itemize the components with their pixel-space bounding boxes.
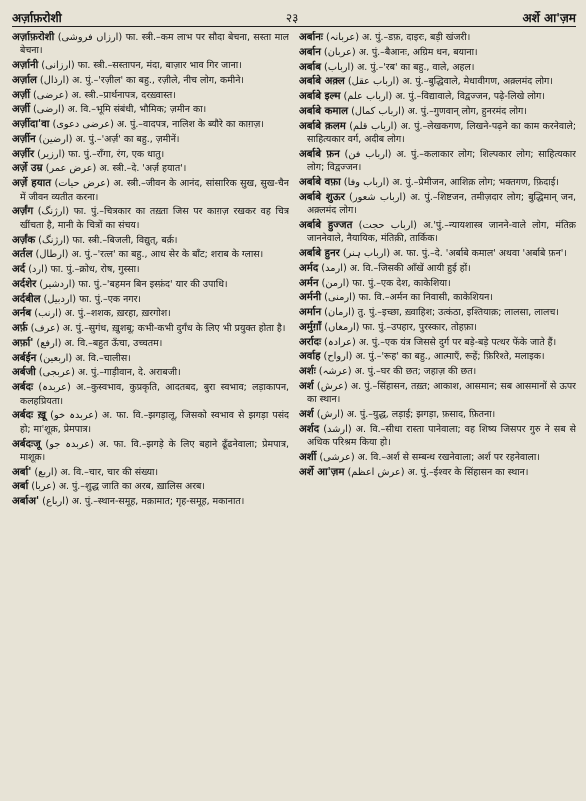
- entry-urdu-spelling: (ارطال): [35, 249, 69, 261]
- entry-headword: अर्मनी: [299, 292, 322, 304]
- entry-urdu-spelling: (عربا): [31, 481, 56, 493]
- entry-definition: फा. पुं.–उपहार, पुरस्कार, तोहफ़ा।: [362, 321, 477, 333]
- entry-urdu-spelling: (عرش اعظم): [347, 466, 405, 478]
- entry-headword: अर्ज़ाल: [12, 74, 37, 86]
- dictionary-entry: [12, 103, 289, 116]
- dictionary-entry: [12, 466, 289, 479]
- entry-definition: अ. पुं.–विद्यावाले, विद्वज्जन, पढ़े-लिखे लोग।: [395, 91, 545, 102]
- entry-definition: अ.–कुस्वभाव, कुप्रकृति, आदतबद, बुरा स्वभाव; लड़ाकापन, कलहप्रियता।: [20, 382, 289, 407]
- entry-headword: अर्शे आ'ज़म: [299, 466, 345, 478]
- dictionary-entry: [12, 89, 289, 102]
- entry-definition: फा. पुं.–'बहमन बिन इस्फ़ंद' यार की उपाधि।: [78, 278, 228, 290]
- entry-urdu-spelling: (عرف): [30, 323, 60, 335]
- dictionary-entry: [12, 148, 289, 161]
- entry-headword: अर्ज़े हयात: [12, 178, 52, 190]
- dictionary-entry: [299, 262, 576, 275]
- entry-definition: अ. पुं.–डफ़, दाइरः, बड़ी खंजरी।: [362, 32, 471, 43]
- entry-headword: अर्रादः: [299, 336, 322, 348]
- entry-headword: अर्फ़ा': [12, 337, 34, 349]
- entry-urdu-spelling: (اردشیر): [39, 278, 76, 290]
- entry-definition: अ. पुं.–गाड़ीवान, दे. अराबजी।: [77, 367, 181, 379]
- dictionary-entry: [12, 177, 289, 204]
- entry-urdu-spelling: (عرضی دعوی): [52, 119, 114, 131]
- dictionary-entry: [12, 307, 289, 320]
- entry-definition: फा. पुं.–राँगा, रंग, एक धातु।: [68, 148, 165, 160]
- entry-urdu-spelling: (ارفع): [36, 337, 62, 349]
- entry-urdu-spelling: (ارمن): [321, 277, 350, 289]
- entry-headword: अर्बाबे वफ़ा: [299, 176, 341, 188]
- dictionary-entry: [12, 381, 289, 408]
- entry-urdu-spelling: (عرضی): [32, 89, 69, 101]
- entry-definition: अ. पुं.–'रूह' का बहु., आत्माएँ, रूहें; फ़िरिश्ते, मलाइक।: [355, 351, 545, 363]
- entry-definition: अ. पुं.–वादपत्र, नालिश के ब्यौरे का काग़ज़।: [116, 119, 264, 131]
- entry-headword: अर्बाबे अक़्ल: [299, 76, 345, 88]
- dictionary-entry: [12, 248, 289, 261]
- entry-headword: अर्बान: [299, 46, 321, 58]
- entry-definition: अ. फा. वि.–झगड़े के लिए बहाने ढूँढनेवाला; प्रेमपात्र, माशूक़।: [20, 438, 289, 463]
- dictionary-entry: [12, 74, 289, 87]
- dictionary-entry: [12, 337, 289, 350]
- dictionary-entry: [299, 75, 576, 88]
- dictionary-entry: [299, 350, 576, 363]
- entry-urdu-spelling: (ارژنگ): [38, 234, 70, 246]
- dictionary-entry: [12, 293, 289, 306]
- entry-definition: अ. पुं.–'रज़ील' का बहु., रज़ीले, नीच लोग, कमीने।: [72, 74, 244, 86]
- dictionary-entry: [12, 263, 289, 276]
- entry-headword: अर्शद: [299, 423, 320, 435]
- dictionary-entry: [299, 451, 576, 464]
- header-right-guideword: अर्शे आ'ज़म: [522, 11, 576, 25]
- entry-definition: फा. पुं.–एक नगर।: [79, 293, 141, 305]
- entry-headword: अर्ज़ीदा'वा: [12, 119, 50, 131]
- entry-urdu-spelling: (ارمنی): [324, 292, 356, 304]
- dictionary-entry: [12, 480, 289, 493]
- dictionary-entry: [12, 438, 289, 465]
- dictionary-entry: [299, 408, 576, 421]
- dictionary-entry: [299, 176, 576, 189]
- entry-headword: अर्श: [299, 409, 314, 421]
- entry-urdu-spelling: (ارباب علم): [343, 91, 393, 102]
- dictionary-entry: [299, 365, 576, 378]
- entry-definition: अ. वि.–जिसकी आँखें आयी हुई हों।: [349, 262, 471, 274]
- dictionary-entry: [12, 133, 289, 146]
- entry-definition: फा. पुं.–चित्रकार का तख़्ता जिस पर काग़ज़ रखकर वह चित्र खींचता है, मानी के चित्रों का संचय।: [20, 206, 289, 231]
- entry-definition: फा. वि.–अर्मन का निवासी, काकेशियन।: [358, 292, 493, 304]
- entry-headword: अर्बजी: [12, 367, 36, 379]
- entry-urdu-spelling: (ارباب فن): [344, 148, 392, 160]
- entry-urdu-spelling: (ارزانی): [41, 60, 75, 72]
- entry-definition: अ. वि.–चार, चार की संख्या।: [60, 466, 159, 478]
- entry-headword: अर्बाबे कमाल: [299, 105, 349, 117]
- page-number: २३: [285, 11, 299, 25]
- entry-urdu-spelling: (ارباب ہنر): [342, 248, 391, 260]
- entry-urdu-spelling: (ارباب قلم): [349, 120, 398, 132]
- entry-definition: फा. पुं.–एक देश, काकेशिया।: [352, 277, 451, 289]
- entry-urdu-spelling: (ارباب کمال): [351, 105, 405, 117]
- dictionary-entry: [12, 366, 289, 379]
- entry-urdu-spelling: (ارشد): [323, 423, 352, 435]
- entry-definition: फा. स्त्री.–सस्तापन, मंदा, बाज़ार भाव गिर जाना।: [77, 60, 242, 72]
- dictionary-entry: [12, 322, 289, 335]
- entry-definition: अ. पुं.–युद्ध, लड़ाई; झगड़ा, फ़साद, फ़ितना।: [346, 409, 496, 421]
- dictionary-entry: [12, 234, 289, 247]
- entry-urdu-spelling: (ارمغاں): [324, 321, 360, 333]
- entry-urdu-spelling: (ارذال): [39, 74, 70, 86]
- dictionary-entry: [299, 191, 576, 218]
- dictionary-entry: [12, 495, 289, 508]
- entry-definition: अ.'पुं.–न्यायशास्त्र जानने-वाले लोग, मंतिक़ जाननेवाले, नैयायिक, मंतिक़ी, तार्किक।: [307, 219, 576, 245]
- entry-definition: अ. पुं.–ईश्वर के सिंहासन का स्थान।: [407, 466, 529, 478]
- entry-urdu-spelling: (عربدہ خو): [50, 410, 98, 422]
- dictionary-entry: [12, 118, 289, 131]
- entry-urdu-spelling: (اربعین): [39, 352, 73, 364]
- entry-headword: अर्बईन: [12, 352, 37, 364]
- dictionary-entry: [299, 31, 576, 44]
- entry-headword: अर्मुग़ाँ: [299, 321, 322, 333]
- left-column: [12, 31, 289, 801]
- entry-headword: अर्वाह: [299, 351, 321, 363]
- dictionary-entry: [12, 59, 289, 72]
- entry-headword: अर्ज़ीन: [12, 133, 36, 145]
- entry-definition: अ. फा. पुं.–दे. 'अर्बाबे कमाल' अथवा 'अर्बाबे फ़न'।: [393, 248, 567, 260]
- entry-urdu-spelling: (ارباب حجت): [358, 219, 417, 231]
- entry-urdu-spelling: (ارباب شعور): [349, 191, 407, 203]
- entry-headword: अर्ज़ीर: [12, 148, 35, 160]
- dictionary-entry: [299, 321, 576, 334]
- entry-headword: अर्ज़े उम्र: [12, 163, 43, 175]
- dictionary-entry: [299, 423, 576, 450]
- entry-urdu-spelling: (ارباب): [324, 61, 355, 73]
- entry-urdu-spelling: (ارضی): [32, 104, 65, 116]
- entry-definition: अ. स्त्री.–दे. 'अर्ज़ हयात'।: [99, 163, 187, 175]
- entry-definition: अ. वि.–सीधा रास्ता पानेवाला; वह शिष्य जिसपर गुरु ने सब से अधिक परिश्रम किया हो।: [307, 423, 576, 449]
- entry-headword: अर्ज़ंक: [12, 234, 36, 246]
- entry-definition: अ. पुं.–स्थान-समूह, मक़ामात; गृह-समूह, मकानात।: [71, 496, 245, 508]
- right-column: [299, 31, 576, 801]
- dictionary-entry: [299, 61, 576, 74]
- entry-definition: तु. पुं.–इच्छा, ख़्वाहिश; उत्कंठा, इश्तियाक़; लालसा, लालच।: [357, 307, 559, 319]
- entry-urdu-spelling: (عربدہ): [38, 382, 71, 394]
- entry-headword: अर्ज़ी: [12, 89, 30, 101]
- entry-definition: अ. पुं.–शुद्ध जाति का अरब, ख़ालिस अरब।: [58, 481, 205, 493]
- dictionary-entry: [12, 278, 289, 291]
- entry-definition: अ. पुं.–'रब' का बहु., वाले, अहल।: [357, 61, 475, 73]
- entry-headword: अर्बाबे हुज्जत: [299, 219, 353, 231]
- entry-headword: अर्ज़ंग: [12, 206, 34, 218]
- entry-urdu-spelling: (ارش): [316, 409, 344, 421]
- entry-definition: अ. पुं.–'रत्ल' का बहु., आध सेर के बाँट; शराब के ग्लास।: [71, 249, 264, 261]
- dictionary-entry: [299, 90, 576, 103]
- entry-urdu-spelling: (ارزیر): [37, 148, 66, 160]
- entry-definition: अ. पुं.–एक यंत्र जिससे दुर्ग पर बड़े-बड़े पत्थर फेंके जाते हैं।: [358, 336, 557, 348]
- entry-headword: अर्बदःजू: [12, 438, 41, 450]
- entry-urdu-spelling: (ارضین): [38, 133, 73, 145]
- dictionary-entry: [299, 46, 576, 59]
- entry-urdu-spelling: (عربدہ جو): [45, 438, 94, 450]
- entry-definition: अ. पुं.–गुणवान् लोग, हुनरमंद लोग।: [407, 105, 527, 117]
- entry-headword: अर्नब: [12, 308, 32, 320]
- entry-definition: अ. पुं.–प्रेमीजन, आशिक़ लोग; भक्तगण, फ़िदाई।: [392, 176, 559, 188]
- entry-urdu-spelling: (عربانہ): [325, 32, 360, 43]
- dictionary-entry: [12, 205, 289, 232]
- dictionary-entry: [12, 352, 289, 365]
- entry-urdu-spelling: (ارنب): [34, 308, 62, 320]
- entry-headword: अर्बा: [12, 481, 29, 493]
- entry-urdu-spelling: (ارزاں فروشی): [57, 32, 123, 43]
- entry-headword: अर्बाब: [299, 61, 322, 73]
- entry-headword: अर्शः: [299, 366, 316, 378]
- entry-urdu-spelling: (ارژنگ): [37, 206, 70, 218]
- entry-definition: अ. पुं.–कलाकार लोग; शिल्पकार लोग; साहित्यकार लोग; विद्वज्जन।: [307, 148, 576, 174]
- entry-definition: फा. स्त्री.–कम लाभ पर सौदा बेचना, सस्ता माल बेचना।: [20, 32, 289, 57]
- entry-urdu-spelling: (عربجی): [38, 367, 75, 379]
- entry-definition: अ. वि.–भूमि संबंधी, भौमिक; ज़मीन का।: [67, 104, 207, 116]
- entry-urdu-spelling: (اردبیل): [43, 293, 77, 305]
- page-header: [12, 6, 576, 27]
- entry-urdu-spelling: (ارباب عقل): [347, 76, 400, 88]
- dictionary-entry: [299, 219, 576, 246]
- entry-definition: अ. पुं.–घर की छत; जहाज़ की छत।: [354, 366, 477, 378]
- entry-urdu-spelling: (ارباع): [42, 496, 69, 508]
- entry-urdu-spelling: (ارمان): [324, 307, 355, 319]
- entry-headword: अर्मन: [299, 277, 319, 289]
- dictionary-entry: [299, 306, 576, 319]
- entry-definition: अ. पुं.–सुगंध, ख़ुशबू; कभी-कभी दुर्गंध के लिए भी प्रयुक्त होता है।: [62, 323, 286, 335]
- entry-headword: अर्बाबे इल्म: [299, 91, 341, 102]
- dictionary-entry: [299, 148, 576, 175]
- entry-headword: अर्बा': [12, 466, 32, 478]
- entry-headword: अर्श: [299, 380, 314, 392]
- entry-headword: अर्बाबे हुनर: [299, 248, 340, 260]
- dictionary-entry: [299, 466, 576, 479]
- entry-definition: अ. पुं.–'अर्ज़' का बहु., ज़मीनें।: [75, 133, 180, 145]
- entry-urdu-spelling: (عرض حیات): [54, 178, 110, 190]
- entry-headword: अर्बदः ख़ू: [12, 410, 47, 422]
- entry-definition: अ. पुं.–सिंहासन, तख़्त; आकाश, आसमान; सब आसमानों से ऊपर का स्थान।: [307, 380, 576, 406]
- dictionary-entry: [299, 277, 576, 290]
- entry-headword: अर्बाअ': [12, 496, 40, 508]
- entry-urdu-spelling: (عربان): [323, 46, 356, 58]
- entry-definition: अ. स्त्री.–जीवन के आनंद, सांसारिक सुख, सुख-चैन में जीवन व्यतीत करना।: [20, 178, 289, 203]
- dictionary-entry: [12, 162, 289, 175]
- entry-definition: अ. पुं.–शिष्टजन, तमीज़दार लोग; बुद्धिमान् जन, अक़्लमंद लोग।: [307, 191, 576, 217]
- entry-headword: अर्मद: [299, 262, 319, 274]
- entry-definition: अ. पुं.–शशक, ख़रहा, ख़रगोश।: [64, 308, 171, 320]
- entry-urdu-spelling: (ارمد): [321, 262, 347, 274]
- entry-definition: अ. वि.–चालीस।: [75, 352, 131, 364]
- entry-headword: अर्बदः: [12, 382, 34, 394]
- entry-urdu-spelling: (عرش): [316, 380, 348, 392]
- entry-definition: अ. पुं.–बैआनः, अग्रिम धन, बयाना।: [358, 46, 478, 58]
- entry-columns: [12, 31, 576, 801]
- entry-urdu-spelling: (عرض عمر): [45, 163, 97, 175]
- entry-headword: अर्द: [12, 264, 26, 276]
- entry-headword: अर्दशेर: [12, 278, 37, 290]
- entry-headword: अर्शी: [299, 451, 317, 463]
- dictionary-entry: [12, 31, 289, 58]
- entry-headword: अर्बाबे फ़न: [299, 148, 340, 160]
- entry-urdu-spelling: (ارباب وفا): [343, 176, 390, 188]
- dictionary-entry: [299, 336, 576, 349]
- entry-headword: अर्ज़ानी: [12, 60, 39, 72]
- entry-definition: अ. पुं.–बुद्धिवाले, मेधावीगण, अक़्लमंद लोग।: [402, 76, 553, 88]
- entry-headword: अर्बाबे शुऊर: [299, 191, 345, 203]
- entry-headword: अर्बाबे क़लम: [299, 120, 346, 132]
- entry-urdu-spelling: (عرادہ): [324, 336, 356, 348]
- entry-urdu-spelling: (ارد): [28, 264, 48, 276]
- dictionary-entry: [299, 105, 576, 118]
- entry-definition: अ. फा. वि.–झगड़ालू, जिसको स्वभाव से झगड़ा पसंद हो; मा'शूक़, प्रेमपात्र।: [20, 410, 289, 435]
- dictionary-entry: [12, 409, 289, 436]
- entry-definition: अ. स्त्री.–प्रार्थनापत्र, दरख़्वास्त।: [71, 89, 176, 101]
- dictionary-entry: [299, 291, 576, 304]
- entry-headword: अर्मान: [299, 307, 322, 319]
- entry-headword: अर्फ़: [12, 323, 28, 335]
- dictionary-entry: [299, 247, 576, 260]
- entry-headword: अर्ज़ी: [12, 104, 30, 116]
- entry-urdu-spelling: (اربع): [34, 466, 58, 478]
- entry-definition: अ. वि.–बहुत ऊँचा, उच्चतम।: [64, 337, 163, 349]
- entry-headword: अर्तल: [12, 249, 33, 261]
- entry-definition: फा. पुं.–क्रोध, रोष, गुस्सा।: [50, 264, 140, 276]
- dictionary-entry: [299, 120, 576, 147]
- entry-headword: अर्बानः: [299, 32, 323, 43]
- dictionary-entry: [299, 380, 576, 407]
- entry-definition: अ. वि.–अर्श से सम्बन्ध रखनेवाला; अर्श पर रहनेवाला।: [357, 451, 540, 463]
- entry-definition: फा. स्त्री.–बिजली, विद्युत्, बर्क़।: [72, 234, 178, 246]
- entry-definition: अ. पुं.–लेखकगण, लिखने-पढ़ने का काम करनेवाले; साहित्यकार वर्ग, अदीब लोग।: [307, 120, 576, 145]
- header-left-guideword: अर्ज़ाफ़रोशी: [12, 11, 62, 25]
- entry-urdu-spelling: (ارواح): [323, 351, 353, 363]
- entry-headword: अर्ज़ाफ़रोशी: [12, 32, 55, 43]
- entry-urdu-spelling: (عرشی): [319, 451, 355, 463]
- entry-headword: अर्दबील: [12, 293, 41, 305]
- entry-urdu-spelling: (عرشہ): [318, 366, 352, 378]
